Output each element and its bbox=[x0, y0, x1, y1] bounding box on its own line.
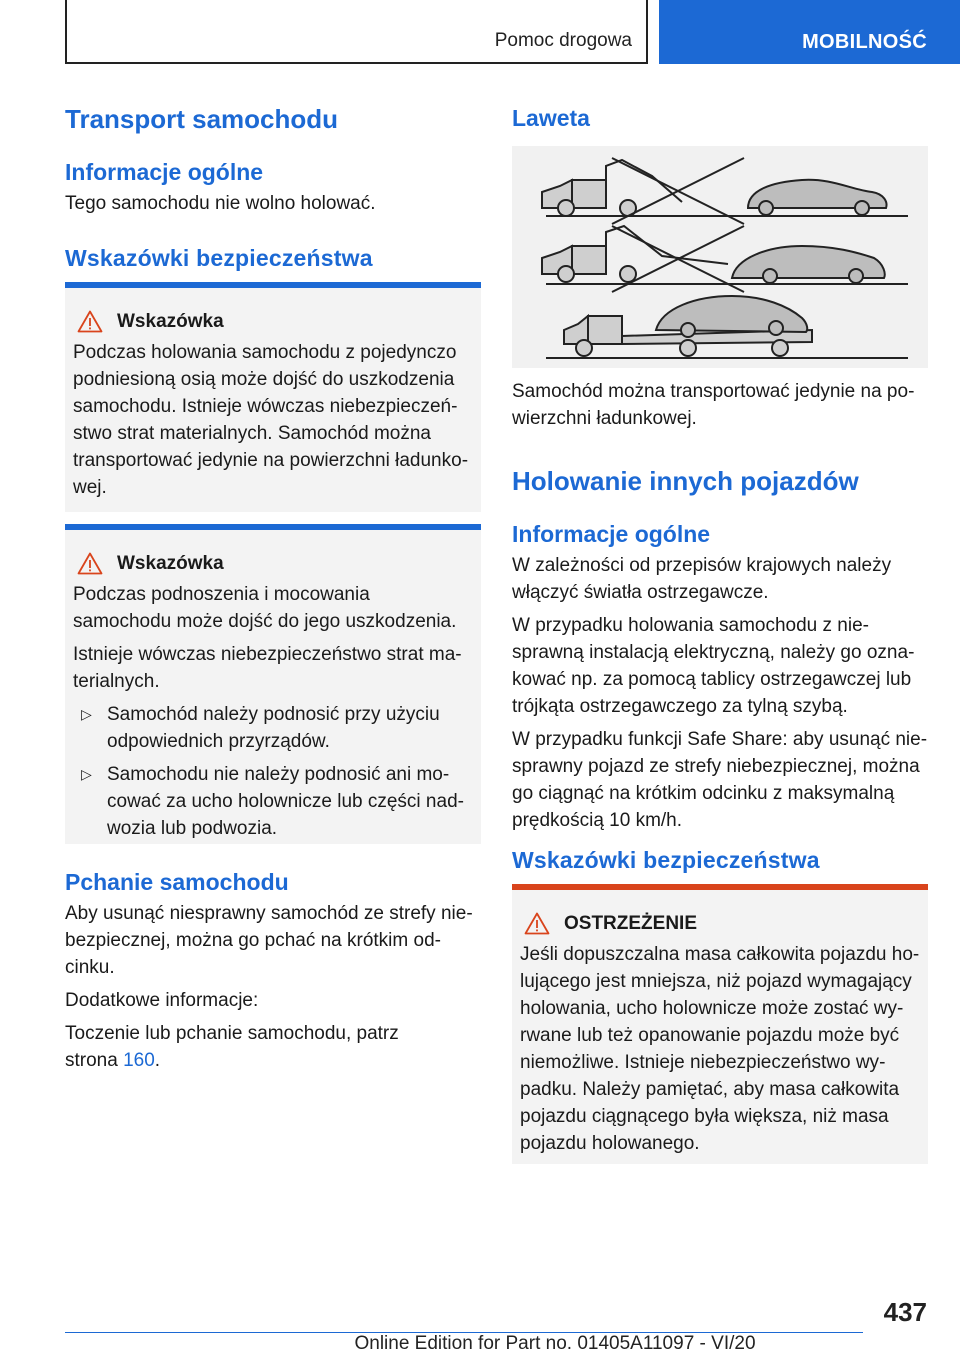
triangle-bullet-icon: ▷ bbox=[81, 766, 92, 782]
towing-general-heading: Informacje ogólne bbox=[512, 521, 711, 547]
note-box-2 bbox=[65, 524, 481, 844]
page-number: 437 bbox=[883, 1297, 927, 1327]
warning-title-text: OSTRZEŻENIE bbox=[564, 913, 698, 934]
flatbed-heading: Laweta bbox=[512, 105, 590, 131]
warning-triangle-icon bbox=[77, 310, 103, 333]
push-text: Aby usunąć niesprawny samochód ze strefy niebezpiecznej, można go pchać na krótkim odcinku. bbox=[65, 903, 473, 978]
flatbed-text: Samochód można transportować jedynie na powierzchni ładunkowej. bbox=[512, 381, 915, 429]
warning-triangle-icon bbox=[524, 912, 550, 935]
note-list bbox=[73, 701, 473, 842]
note-text-2b: Istnieje wówczas niebezpieczeństwo strat materialnych. bbox=[73, 644, 462, 692]
note-text-1: Podczas holowania samochodu z pojedynczo podniesioną osią może dojść do uszkodzenia samochodu. Istnieje wówczas niebezpieczeństwo strat materialnych. Samochód można transportować jedynie na powierzchni ładunkowej. bbox=[73, 342, 469, 498]
general-text: Tego samochodu nie wolno holować. bbox=[65, 193, 376, 214]
list-item: ▷ Samochodu nie należy podnosić ani mocować za ucho holownicze lub części nadwozia lub podwozia. bbox=[73, 761, 473, 842]
note-title-2 bbox=[73, 550, 473, 577]
triangle-bullet-icon: ▷ bbox=[81, 706, 92, 722]
chapter-title: MOBILNOŚĆ bbox=[802, 31, 927, 53]
towing-para-1: W zależności od przepisów krajowych należy włączyć światła ostrzegawcze. bbox=[512, 555, 892, 603]
rolling-text: Toczenie lub pchanie samochodu, patrz strona 160. bbox=[65, 1023, 399, 1071]
list-item: ▷ Samochód należy podnosić przy użyciu odpowiednich przyrządów. bbox=[73, 701, 473, 755]
chapter-tab[interactable] bbox=[659, 0, 960, 64]
push-heading: Pchanie samochodu bbox=[65, 869, 289, 895]
warning-triangle-icon bbox=[77, 552, 103, 575]
general-heading: Informacje ogólne bbox=[65, 159, 264, 185]
towing-title: Holowanie innych pojazdów bbox=[512, 466, 859, 496]
footer-edition: Online Edition for Part no. 01405A11097 - VI/20 bbox=[354, 1333, 756, 1354]
warning-title bbox=[520, 910, 920, 937]
warning-text: Jeśli dopuszczalna masa całkowita pojazdu holującego jest mniejsza, niż pojazd wymagający holowania, ucho holownicze może zostać wyrwane lub też opanowanie pojazdu może być niemożliwe. Istnieje niebezpieczeństwo wypadku. Należy pamiętać, aby masa całkowita pojazdu ciągnącego była większa, niż masa pojazdu holowanego. bbox=[520, 944, 920, 1154]
note-box-1 bbox=[65, 282, 481, 512]
note-title-text-1: Wskazówka bbox=[117, 311, 224, 332]
section-title: Pomoc drogowa bbox=[494, 30, 632, 51]
towing-safety-heading: Wskazówki bezpieczeństwa bbox=[512, 847, 820, 873]
page-title: Transport samochodu bbox=[65, 104, 339, 134]
note-title-text-2: Wskazówka bbox=[117, 553, 224, 574]
tow-truck-illustration-icon bbox=[512, 146, 928, 368]
header-section-box bbox=[65, 0, 648, 64]
warning-box bbox=[512, 884, 928, 1164]
towing-para-2: W przypadku holowania samochodu z niesprawną instalacją elektryczną, należy go oznakować np. za pomocą tablicy ostrzegawczej lub trójkąta ostrzegawczego za tylną szybą. bbox=[512, 615, 915, 717]
note-text-2a: Podczas podnoszenia i mocowania samochodu może dojść do jego uszkodzenia. bbox=[73, 584, 457, 632]
note-title-1 bbox=[73, 308, 473, 335]
towing-para-3: W przypadku funkcji Safe Share: aby usunąć niesprawny pojazd ze strefy niebezpiecznej, można go ciągnąć na krótkim odcinku z maksymalną prędkością 10 km/h. bbox=[512, 729, 928, 831]
page-link[interactable]: 160 bbox=[123, 1050, 155, 1071]
safety-heading: Wskazówki bezpieczeństwa bbox=[65, 245, 373, 271]
towing-illustration bbox=[512, 146, 928, 368]
more-info-text: Dodatkowe informacje: bbox=[65, 990, 259, 1011]
